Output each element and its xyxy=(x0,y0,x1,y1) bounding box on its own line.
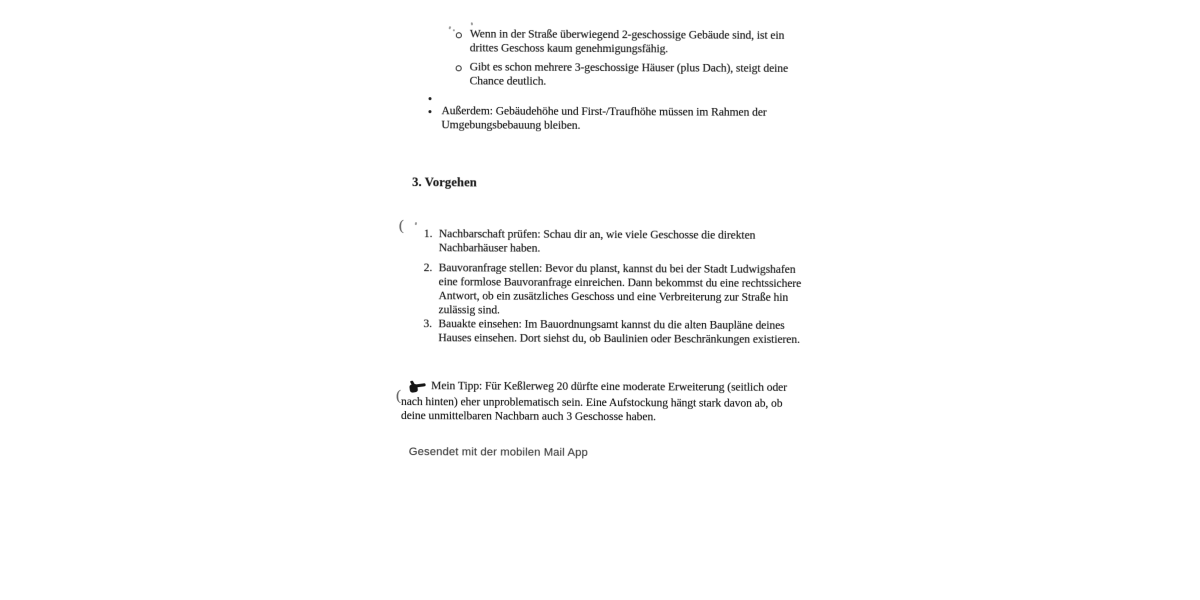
list-item-text: Gibt es schon mehrere 3-geschossige Häuser (plus Dach), steigt deine Chance deutlich. xyxy=(469,60,789,88)
list-item-text: Bauakte einsehen: Im Bauordnungsamt kannst du die alten Baupläne deines Hauses einsehen. Dort siehst du, ob Baulinien oder Beschränkungen existieren. xyxy=(438,317,800,346)
list-number: 1. xyxy=(423,227,433,241)
numbered-list-item xyxy=(424,227,756,257)
list-item-text: Außerdem: Gebäudehöhe und First-/Traufhöhe müssen im Rahmen der Umgebungsbebauung bleiben. xyxy=(441,104,767,132)
scan-artifact-parenthesis: ( xyxy=(398,217,404,235)
scan-speckle xyxy=(471,22,473,25)
bullet-marker-icon xyxy=(429,97,432,100)
pointing-hand-icon xyxy=(408,379,427,397)
mail-app-signature: Gesendet mit der mobilen Mail App xyxy=(408,446,588,459)
bullet-marker-icon xyxy=(428,110,431,113)
circle-bullet-marker-icon xyxy=(456,32,462,38)
list-item xyxy=(455,27,785,57)
list-item xyxy=(427,104,766,134)
scan-artifact-parenthesis: ( xyxy=(396,387,402,405)
list-item-text: Wenn in der Straße überwiegend 2-geschossige Gebäude sind, ist ein drittes Geschoss kaum genehmigungsfähig. xyxy=(469,27,785,56)
tip-paragraph xyxy=(401,379,821,425)
numbered-list-item xyxy=(423,317,800,347)
document-content xyxy=(397,0,880,600)
list-item-text: Nachbarschaft prüfen: Schau dir an, wie viele Geschosse die direkten Nachbarhäuser haben. xyxy=(438,227,756,255)
section-heading: 3. Vorgehen xyxy=(412,175,477,190)
list-number: 3. xyxy=(423,317,432,331)
scan-speckle xyxy=(415,222,417,225)
circle-bullet-marker-icon xyxy=(456,65,462,71)
scan-speckle xyxy=(448,26,451,30)
list-number: 2. xyxy=(423,261,433,275)
list-item-text: Bauvoranfrage stellen: Bevor du planst, kannst du bei der Stadt Ludwigshafen eine formlose Bauvoranfrage einreichen. Dann bekommst du eine rechtssichere Antwort, ob ein zusätzliches Geschoss und eine Verbreiterung zur Straße hin zulässig sind. xyxy=(438,261,802,317)
numbered-list-item xyxy=(423,261,801,319)
tip-text: Mein Tipp: Für Keßlerweg 20 dürfte eine moderate Erweiterung (seitlich oder nach hinten) eher unproblematisch sein. Eine Aufstockung hängt stark davon ab, ob deine unmittelbaren Nachbarn auch 3 Geschosse haben. xyxy=(400,379,788,424)
list-item xyxy=(455,60,789,90)
